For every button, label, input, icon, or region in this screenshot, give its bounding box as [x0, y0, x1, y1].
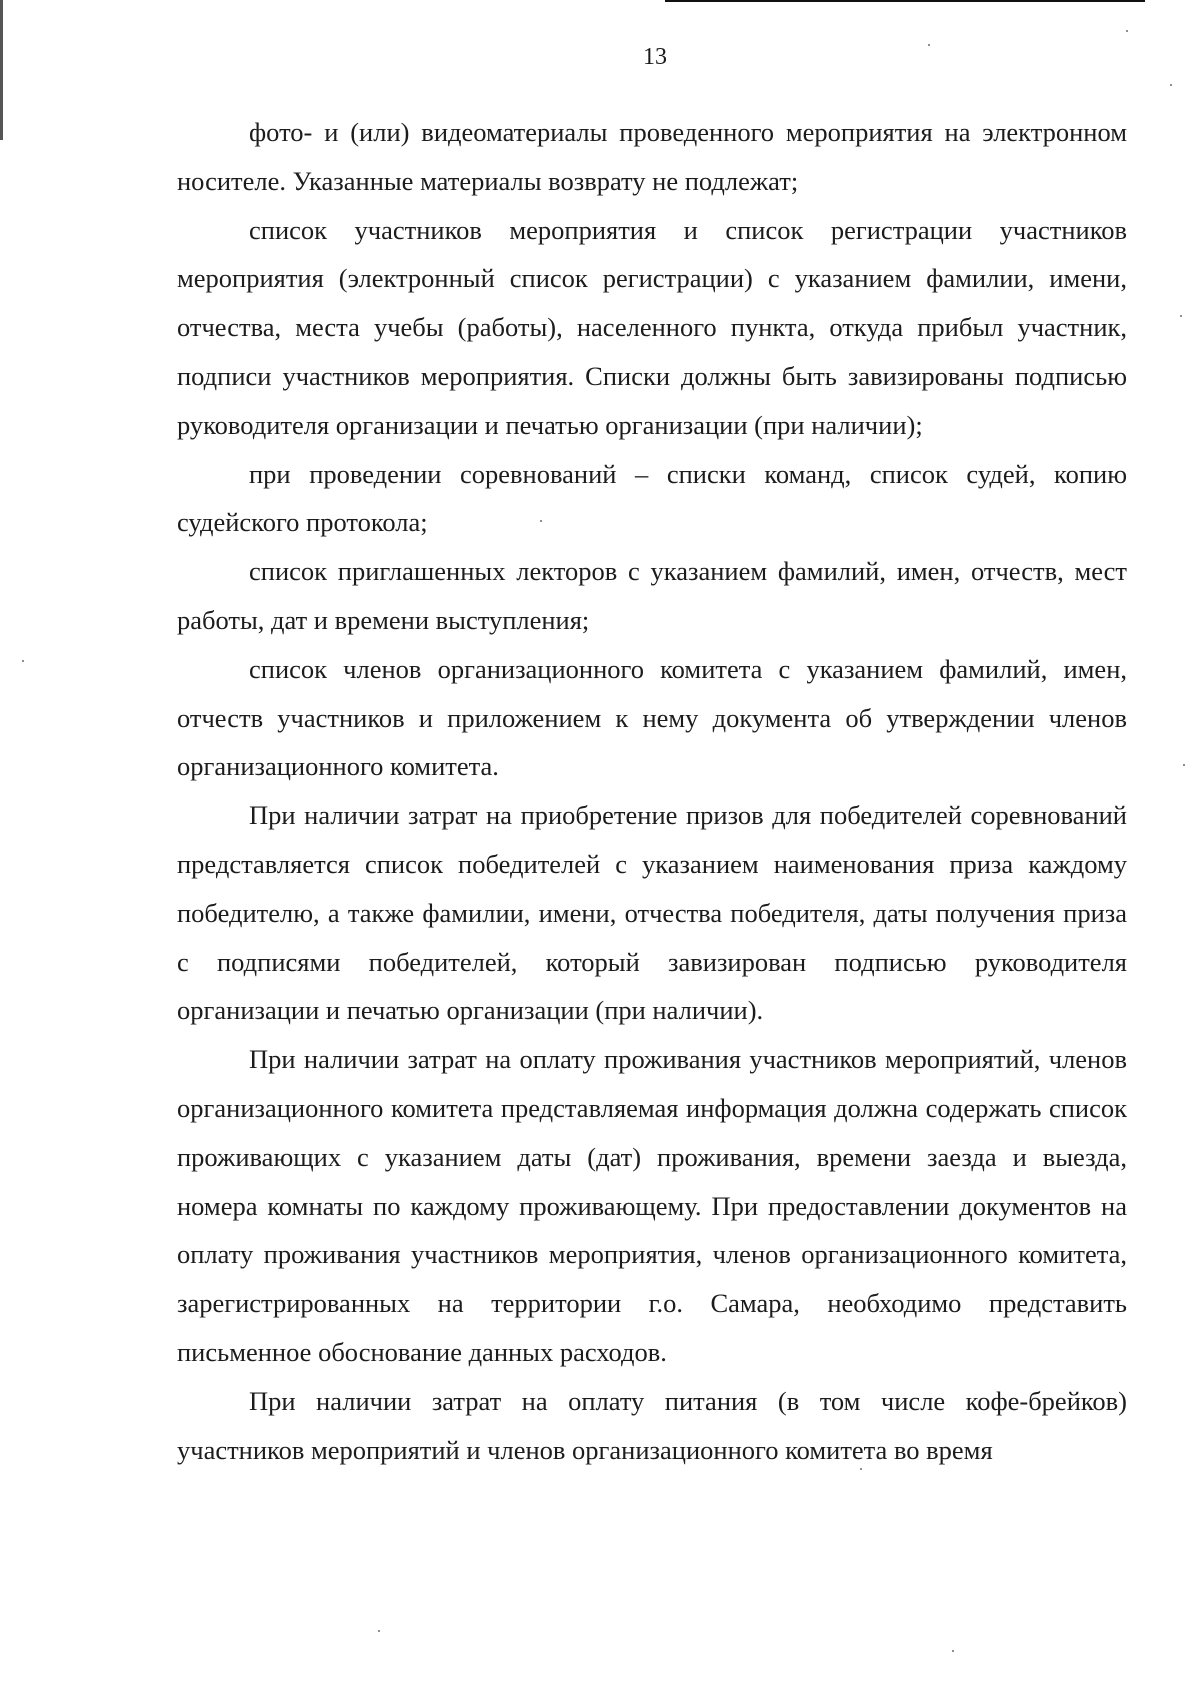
paragraph-media-materials: фото- и (или) видеоматериалы проведенного мероприятия на электронном носителе. Указанные материалы возврату не подлежат; [177, 117, 1127, 196]
scan-speck [860, 1468, 862, 1470]
paragraph-competitions: при проведении соревнований – списки команд, список судей, копию судейского протокола; [177, 458, 1127, 538]
scan-speck [1183, 764, 1185, 766]
scan-speck [928, 44, 930, 46]
scan-speck [952, 1650, 954, 1652]
scan-speck [1126, 30, 1128, 32]
scan-speck [1170, 84, 1172, 86]
paragraph-participants-list: список участников мероприятия и список регистрации участников мероприятия (электронный список регистрации) с указанием фамилии, имени, отчества, места учебы (работы), населенного пункта, откуда прибыл участник, подписи участников мероприятия. Списки должны быть завизированы подписью руководителя организации и печатью организации (при наличии); [177, 214, 1127, 440]
paragraph-prizes: При наличии затрат на приобретение призов для победителей соревнований представляется список победителей с указанием наименования приза каждому победителю, а также фамилии, имени, отчества победителя, даты получения приза с подписями победителей, который завизирован подписью руководителя организации и печатью организации (при наличии). [177, 800, 1127, 1026]
scan-speck [1180, 315, 1182, 317]
paragraph-accommodation: При наличии затрат на оплату проживания участников мероприятий, членов организационного комитета представляемая информация должна содержать список проживающих с указанием даты (дат) проживания, времени заезда и выезда, номера комнаты по каждому проживающему. При предоставлении документов на оплату проживания участников мероприятия, членов организационного комитета, зарегистрированных на территории г.о. Самара, необходимо представить письменное обоснование данных расходов. [177, 1044, 1127, 1367]
top-border-line [665, 0, 1145, 2]
paragraph-meals: При наличии затрат на оплату питания (в том числе кофе-брейков) участников мероприятий и членов организационного комитета во время [177, 1385, 1127, 1465]
paragraph-committee: список членов организационного комитета с указанием фамилий, имен, отчеств участников и приложением к нему документа об утверждении членов организационного комитета. [177, 653, 1127, 782]
scan-speck [378, 1630, 380, 1632]
paragraph-lecturers: список приглашенных лекторов с указанием фамилий, имен, отчеств, мест работы, дат и времени выступления; [177, 556, 1127, 635]
scan-speck [540, 520, 542, 522]
document-body [177, 108, 1127, 1474]
scan-speck [22, 660, 24, 662]
page-number: 13 [643, 44, 667, 70]
